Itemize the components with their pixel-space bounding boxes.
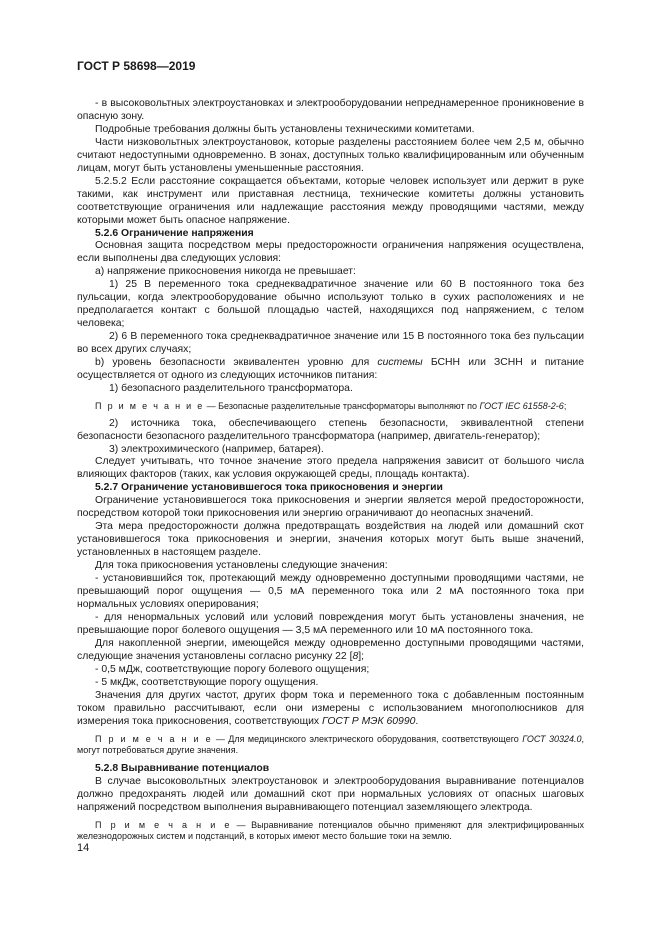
paragraph: Части низковольтных электроустановок, которые разделены расстоянием более чем 2,5 м, обычно считают недоступными одновременно. В зонах, доступных только квалифицированным или обученным лицам, могут быть установлены уменьшенные расстояния.: [77, 136, 584, 174]
section-heading: 5.2.8 Выравнивание потенциалов: [95, 762, 270, 774]
paragraph: Эта мера предосторожности должна предотвращать воздействия на людей или домашний скот установившегося тока прикосновения и энергии, значения которых могут быть выше значений, установленных в настоящем разделе.: [77, 521, 584, 559]
note: П р и м е ч а н и е — Безопасные разделительные трансформаторы выполняют по ГОСТ IEC 61558-2-6;: [95, 400, 567, 411]
paragraph: Для накопленной энергии, имеющейся между одновременно доступными проводящими частями, следующие значения установлены согласно рисунку 22 [8];: [77, 637, 584, 662]
section-heading: 5.2.7 Ограничение установившегося тока прикосновения и энергии: [95, 482, 443, 494]
list-item: 1) безопасного разделительного трансформатора.: [109, 382, 353, 394]
list-item: 3) электрохимического (например, батарея).: [109, 443, 324, 455]
list-item: а) напряжение прикосновения никогда не превышает:: [95, 266, 356, 278]
paragraph: Значения для других частот, других форм тока и переменного тока с добавленным постоянным током правильно рассчитывают, если они измерены с использованием многополюсников для измерения тока прикосновения, соответствующих ГОСТ Р МЭК 60990.: [77, 689, 584, 727]
list-item: 2) источника тока, обеспечивающего степень безопасности, эквивалентной степени безопасности безопасного разделительного трансформатора (например, двигатель-генератор);: [77, 417, 584, 442]
note: П р и м е ч а н и е — Для медицинского электрического оборудования, соответствующего ГОСТ 30324.0, могут потребоваться другие значения.: [77, 733, 584, 756]
paragraph: Для тока прикосновения установлены следующие значения:: [95, 560, 388, 572]
paragraph: Следует учитывать, что точное значение этого предела напряжения зависит от большого числа влияющих факторов (таких, как условия окружающей среды, площадь контакта).: [77, 456, 584, 481]
paragraph: 5.2.5.2 Если расстояние сокращается объектами, которые человек использует или держит в руке такими, как инструмент или приставная лестница, технические комитеты должны установить соответствующие ограничения или надлежащие расстояния между проводящими частями, между которыми может быть опасное напряжение.: [77, 175, 584, 226]
paragraph: Подробные требования должны быть установлены техническими комитетами.: [95, 123, 475, 135]
paragraph: - в высоковольтных электроустановках и электрооборудовании непреднамеренное проникновение в опасную зону.: [77, 98, 584, 122]
list-item: - 5 мкДж, соответствующие порогу ощущения.: [95, 676, 319, 688]
paragraph: Основная защита посредством меры предосторожности ограничения напряжения осуществлена, если выполнены два следующих условия:: [77, 240, 584, 265]
paragraph: Ограничение установившегося тока прикосновения и энергии является мерой предосторожности, посредством которой токи прикосновения или энергию ограничивают до неопасных значений.: [77, 495, 584, 520]
list-item: b) уровень безопасности эквивалентен уровню для системы БСНН или ЗСНН и питание осуществляется от одного из следующих источников питания:: [77, 357, 585, 382]
page-number: 14: [77, 842, 90, 854]
list-item: 1) 25 В переменного тока среднеквадратичное значение или 60 В постоянного тока без пульсации, когда электрооборудование обычно используют только в сухих расположениях и не предполагается контакт с большой площадью частей, находящихся под напряжением, с телом человека;: [77, 279, 584, 330]
list-item: - 0,5 мДж, соответствующие порогу болевого ощущения;: [95, 663, 370, 675]
section-heading: 5.2.6 Ограничение напряжения: [95, 227, 254, 239]
document-header: ГОСТ Р 58698—2019: [77, 59, 196, 73]
paragraph: В случае высоковольтных электроустановок и электрооборудования выравнивание потенциалов должно предохранять людей или домашний скот при нормальных условиях от опасных шаговых напряжений посредством выполнения выравнивающего потенциал заземляющего электрода.: [77, 775, 584, 813]
list-item: - установившийся ток, протекающий между одновременно доступными проводящими частями, не превышающий порог ощущения — 0,5 мА переменного тока или 2 мА постоянного тока при нормальных условиях оперирования;: [77, 573, 584, 610]
list-item: 2) 6 В переменного тока среднеквадратичное значение или 15 В постоянного тока без пульсации во всех других случаях;: [77, 331, 584, 356]
page-body: [77, 98, 584, 848]
note: П р и м е ч а н и е — Выравнивание потенциалов обычно применяют для электрифицированных железнодорожных систем и подстанций, в которых имеют место большие токи на землю.: [77, 819, 584, 842]
list-item: - для ненормальных условий или условий повреждения могут быть установлены значения, не превышающие порог болевого ощущения — 3,5 мА переменного или 10 мА постоянного тока.: [77, 611, 584, 636]
